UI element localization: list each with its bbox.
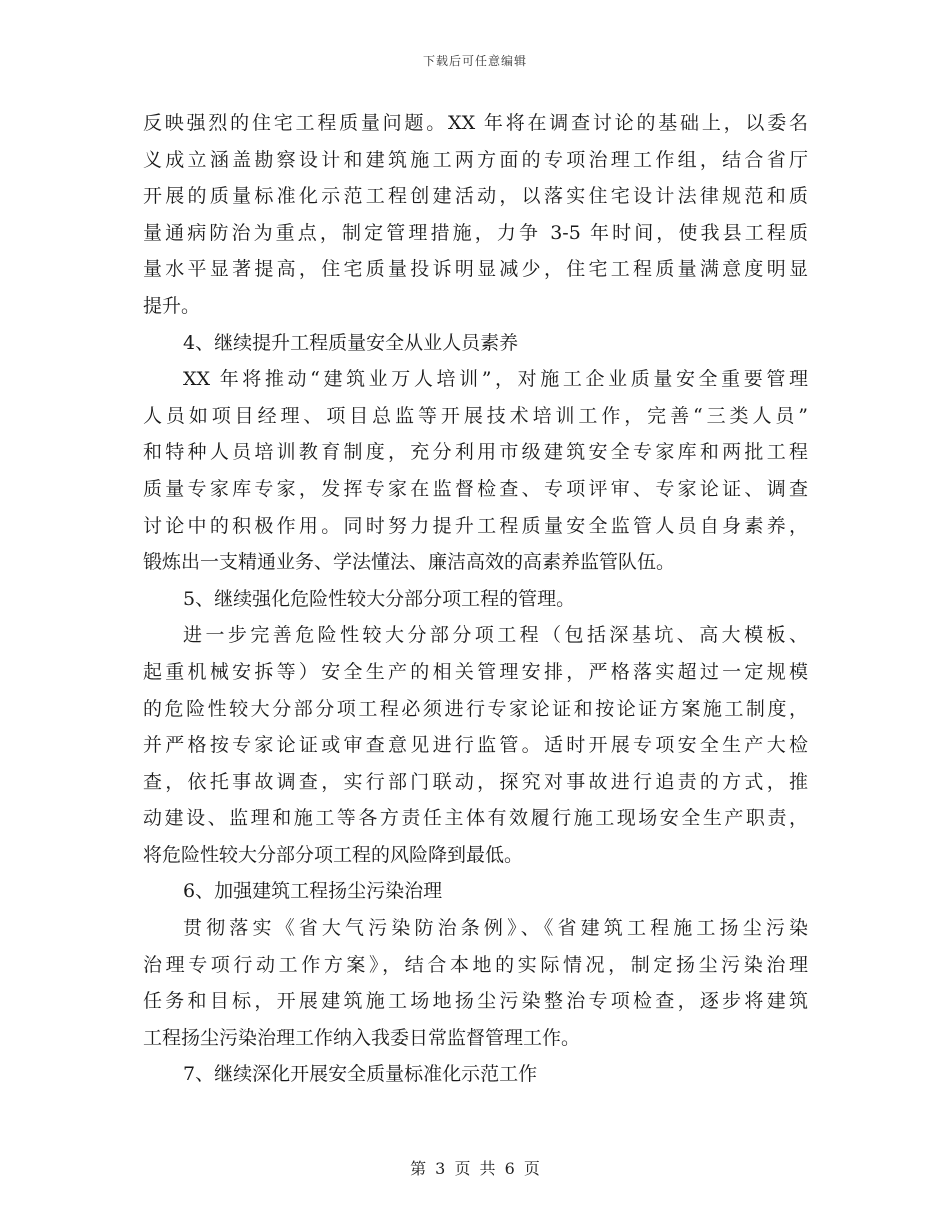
document-body	[143, 105, 808, 1093]
body-line: 量水平显著提高，住宅质量投诉明显减少，住宅工程质量满意度明显	[143, 258, 808, 281]
body-line: 进一步完善危险性较大分部分项工程（包括深基坑、高大模板、	[183, 624, 808, 647]
body-line: 任务和目标，开展建筑施工场地扬尘污染整治专项检查，逐步将建筑	[143, 990, 808, 1013]
section-heading: 7、继续深化开展安全质量标准化示范工作	[183, 1063, 538, 1086]
body-line: 开展的质量标准化示范工程创建活动，以落实住宅设计法律规范和质	[143, 185, 808, 208]
body-line: 义成立涵盖勘察设计和建筑施工两方面的专项治理工作组，结合省厅	[143, 148, 808, 171]
body-line: 并严格按专家论证或审查意见进行监管。适时开展专项安全生产大检	[143, 734, 808, 757]
section-heading: 5、继续强化危险性较大分部分项工程的管理。	[183, 587, 576, 610]
section-heading: 4、继续提升工程质量安全从业人员素养	[183, 331, 519, 354]
body-line: 的危险性较大分部分项工程必须进行专家论证和按论证方案施工制度，	[143, 697, 808, 720]
body-line: XX 年将推动“建筑业万人培训”，对施工企业质量安全重要管理	[183, 368, 808, 391]
body-line: 和特种人员培训教育制度，充分利用市级建筑安全专家库和两批工程	[143, 441, 808, 464]
body-line: 量通病防治为重点，制定管理措施，力争 3-5 年时间，使我县工程质	[143, 221, 808, 244]
body-line: 将危险性较大分部分项工程的风险降到最低。	[143, 843, 524, 866]
page-header-note: 下载后可任意编辑	[422, 54, 527, 68]
body-line: 起重机械安拆等）安全生产的相关管理安排，严格落实超过一定规模	[143, 660, 808, 683]
body-line: 反映强烈的住宅工程质量问题。XX 年将在调查讨论的基础上，以委名	[143, 112, 808, 134]
body-line: 工程扬尘污染治理工作纳入我委日常监督管理工作。	[143, 1026, 581, 1049]
body-line: 质量专家库专家，发挥专家在监督检查、专项评审、专家论证、调查	[143, 477, 808, 500]
body-line: 人员如项目经理、项目总监等开展技术培训工作，完善“三类人员”	[143, 404, 808, 427]
section-heading: 6、加强建筑工程扬尘污染治理	[183, 880, 443, 903]
body-line: 贯彻落实《省大气污染防治条例》、《省建筑工程施工扬尘污染	[183, 917, 808, 940]
body-line: 治理专项行动工作方案》，结合本地的实际情况，制定扬尘污染治理	[143, 953, 808, 976]
body-line: 查，依托事故调查，实行部门联动，探究对事故进行追责的方式，推	[143, 770, 808, 793]
body-line: 讨论中的积极作用。同时努力提升工程质量安全监管人员自身素养，	[143, 514, 808, 537]
body-line: 锻炼出一支精通业务、学法懂法、廉洁高效的高素养监管队伍。	[143, 551, 676, 574]
body-line: 动建设、监理和施工等各方责任主体有效履行施工现场安全生产职责，	[143, 807, 808, 830]
body-line: 提升。	[143, 294, 201, 317]
page-number-footer: 第 3 页 共 6 页	[410, 1159, 540, 1178]
